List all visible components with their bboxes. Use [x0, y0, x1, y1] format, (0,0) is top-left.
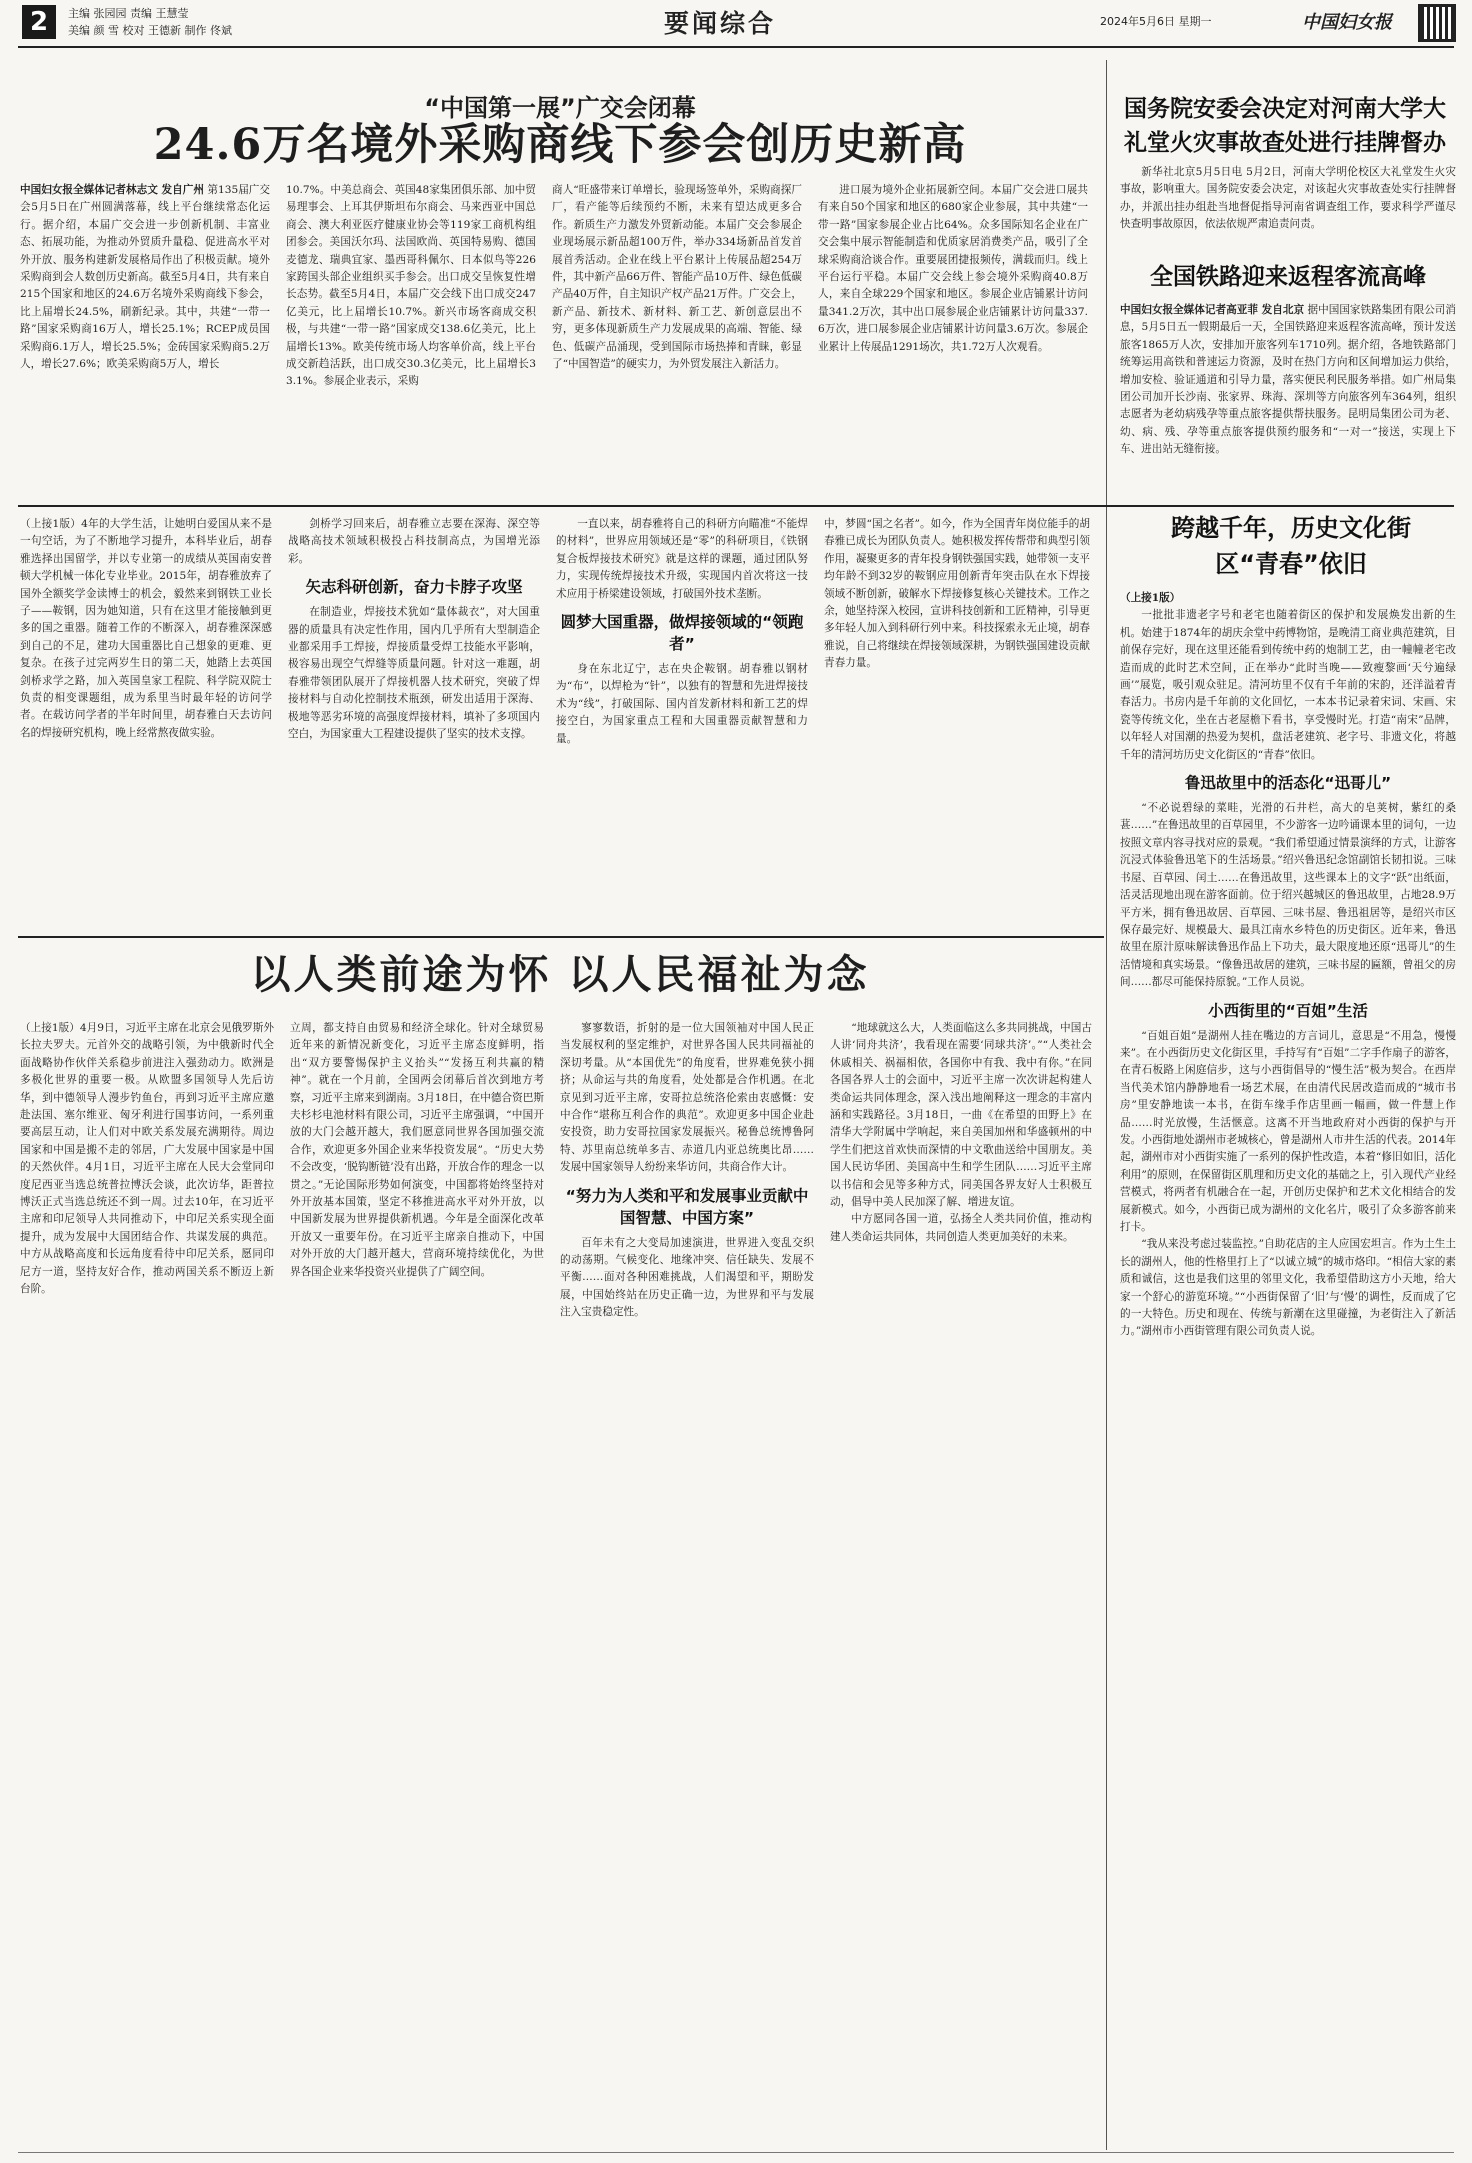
- story2-text-3: 一直以来，胡春雅将自己的科研方向瞄准“不能焊的材料”，世界应用领域还是“零”的科研项目，《铁钢复合板焊接技术研究》就是这样的课题，通过团队努力，实现传统焊接技术升级，实现国内首次将这一技术应用于桥梁建设领域，打破国外技术垄断。: [556, 518, 808, 600]
- story2-subhead-2: 圆梦大国重器，做焊接领域的“领跑者”: [560, 613, 804, 654]
- feature-lead: （上接1版）: [1120, 592, 1181, 604]
- story2-column-1: [20, 516, 272, 928]
- story2-column-2: [288, 516, 540, 928]
- xi-text-2: 立周，都支持自由贸易和经济全球化。针对全球贸易近年来的新情况新变化，习近平主席态度鲜明，指出“双方要警惕保护主义抬头”“发扬互利共赢的精神”。就在一个月前，全国两会闭幕后首次到地方考察，习近平主席来到湖南。3月18日，在中德合资巴斯夫杉杉电池材料有限公司，习近平主席强调，“中国开放的大门会越开越大，我们愿意同世界各国加强交流合作，欢迎更多外国企业来华投资发展”。“历史大势不会改变，‘脱钩断链’没有出路，开放合作的理念一以贯之。”无论国际形势如何演变，中国都将始终坚持对外开放基本国策，坚定不移推进高水平对外开放，以中国新发展为世界提供新机遇。今年是全面深化改革开放又一重要年份。在习近平主席亲自推动下，中国对外开放的大门越开越大，营商环境持续优化，为世界各国企业来华投资兴业提供了广阔空间。: [290, 1022, 544, 1278]
- staff-line-2: 美编 颜 雪 校对 王德新 制作 佟斌: [68, 24, 232, 37]
- lead-text-2: 10.7%。中美总商会、英国48家集团俱乐部、加中贸易理事会、上耳其伊斯坦布尔商会、马来西亚中国总商会、澳大利亚医疗健康业协会等119家工商机构组团参会。美国沃尔玛、法国欧尚、英国特易购、德国麦德龙、瑞典宜家、墨西哥科佩尔、日本似鸟等226家跨国头部企业组织买手参会。出口成交呈恢复性增长态势。截至5月4日，本届广交会线下出口成交247亿美元，比上届增长10.7%。新兴市场客商成交积极，与共建“一带一路”国家成交138.6亿美元，比上届增长13%。欧美传统市场人均客单价高，线上平台成交新趋活跃，出口成交30.3亿美元，比上届增长33.1%。参展企业表示，采购: [286, 184, 536, 388]
- story2-text-2b: 在制造业，焊接技术犹如“量体裁衣”，对大国重器的质量具有决定性作用，国内几乎所有大型制造企业都采用手工焊接，焊接质量受焊工技能水平影响，极容易出现空气焊缝等质量问题。针对这一难题，胡春雅带领团队展开了焊接机器人技术研究，突破了焊接材料与自动化控制技术瓶颈，研发出适用于深海、极地等恶劣环境的高强度焊接材料，填补了多项国内空白，为国家重大工程建设提供了坚实的技术支撑。: [288, 606, 540, 741]
- story2-text-3b: 身在东北辽宁，志在央企鞍钢。胡春雅以钢材为“布”，以焊枪为“针”，以独有的智慧和先进焊接技术为“线”，打破国际、国内首发新材料和新工艺的焊接空白，为国家重点工程和大国重器贡献智慧和力量。: [556, 663, 808, 745]
- lead-byline: 中国妇女报全媒体记者林志文 发自广州: [20, 184, 204, 196]
- lead-column-1: [20, 182, 270, 500]
- issue-date: 2024年5月6日 星期一: [1100, 15, 1212, 28]
- xi-text-4: “地球就这么大，人类面临这么多共同挑战，中国古人讲‘同舟共济’，我看现在需要‘同球共济’。”“人类社会休戚相关、祸福相依，各国你中有我、我中有你。”在同各国各界人士的会面中，习近平主席一次次讲起构建人类命运共同体理念，深入浅出地阐释这一理念的丰富内涵和实践路径。3月18日，一曲《在希望的田野上》在清华大学附属中学响起，来自美国加州和华盛顿州的中学生们把这首欢快而深情的中文歌曲送给中国朋友。美国人民访华团、美国高中生和学生团队……习近平主席以书信和会见等多种方式，同美国各界友好人士积极互动，倡导中美人民加深了解、增进友谊。: [830, 1022, 1092, 1209]
- lead-text-3: 商人“旺盛带来订单增长，验现场签单外，采购商探厂厂，看产能等后续预约不断，未来有望达成更多合作。新质生产力激发外贸新动能。本届广交会参展企业现场展示新品超100万件，举办334场新品首发首展首秀活动。企业在线上平台累计上传展品超254万件，其中新产品66万件、智能产品10万件、绿色低碳产品40万件，自主知识产权产品21万件。广交会上，新产品、新技术、新材料、新工艺、新创意层出不穷，更多体现新质生产力发展成果的高端、智能、绿色、低碳产品涌现，受到国际市场热捧和青睐，彰显了“中国智造”的硬实力，为外贸发展注入新活力。: [552, 184, 802, 371]
- lead-text-4: 进口展为境外企业拓展新空间。本届广交会进口展共有来自50个国家和地区的680家企业参展，其中共建“一带一路”国家参展企业占比64%。众多国际知名企业在广交会集中展示智能制造和优质家居消费类产品，吸引了全球采购商洽谈合作。重要展团捷报频传，满载而归。线上平台运行平稳。本届广交会线上参会境外采购商40.8万人，来自全球229个国家和地区。参展企业店铺累计访问量341.2万次，其中出口展参展企业店铺累计访问量337.6万次，进口展参展企业店铺累计访问量3.6万次。参展企业累计上传展品1291场次，共1.72万人次观看。: [818, 184, 1088, 353]
- xi-column-3: [560, 1020, 814, 2150]
- section-rule-1: [18, 505, 1454, 507]
- staff-line-1: 主编 张园园 责编 王慧莹: [68, 7, 189, 20]
- xi-column-2: [290, 1020, 544, 2150]
- xi-column-1: [20, 1020, 274, 2150]
- xi-text-3: 寥寥数语，折射的是一位大国领袖对中国人民正当发展权利的坚定维护，对世界各国人民共同福祉的深切考量。从“本国优先”的角度看，世界难免狭小拥挤；从命运与共的角度看，处处都是合作机遇。在北京见到习近平主席，安哥拉总统洛伦索由衷感慨：安中合作“堪称互利合作的典范”。欢迎更多中国企业赴安投资，助力安哥拉国家发展振兴。秘鲁总统博鲁阿特、苏里南总统单多吉、赤道几内亚总统奥比昂……发展中国家领导人纷纷来华访问，共商合作大计。: [560, 1022, 814, 1174]
- lead-text-1: 第135届广交会5月5日在广州圆满落幕，线上平台继续常态化运行。据介绍，本届广交会进一步创新机制、丰富业态、拓展功能，为推动外贸质升量稳、促进高水平对外开放、服务构建新发展格局作出了积极贡献。境外采购商到会人数创历史新高。截至5月4日，共有来自215个国家和地区的24.6万名境外采购商线下参会，比上届增长24.5%，刷新纪录。其中，共建“一带一路”国家采购商16万人，增长25.1%；RCEP成员国采购商6.1万人，增长25.5%；金砖国家采购商5.2万人，增长27.6%；欧美采购商5万人，增长: [20, 184, 270, 371]
- masthead-logo: 中国妇女报: [1302, 12, 1392, 33]
- section-title: 要闻综合: [663, 9, 776, 38]
- story2-text-1: （上接1版）4年的大学生活，让她明白爱国从来不是一句空话，为了不断地学习提升，本科毕业后，胡春雅选择出国留学，并以专业第一的成绩从英国南安普顿大学机械一体化专业毕业。2015年，胡春雅放弃了国外全额奖学金读博士的机会，毅然来到钢铁工业长子——鞍钢，因为她知道，只有在这里才能接触到更多的国之重器。随着工作的不断深入，胡春雅深深感到自己的不足，建功大国重器比自己想象的更难、更复杂。在孩子过完两岁生日的第二天，她踏上去英国剑桥求学之路，加入英国皇家工程院、科学院双院士负责的相变课题组，成为系里当时最年轻的访问学者。在载访问学者的半年时间里，胡春雅白天去访问名的焊接研究机构，晚上经常熬夜做实验。: [20, 518, 272, 739]
- story2-text-2: 剑桥学习回来后，胡春雅立志要在深海、深空等战略高技术领域积极投占科技制高点，为国增光添彩。: [288, 518, 540, 565]
- feature-subhead-1: 鲁迅故里中的活态化“迅哥儿”: [1184, 774, 1392, 793]
- feature-body: [1120, 590, 1456, 2150]
- right-brief-2-text: 据中国国家铁路集团有限公司消息，5月5日五一假期最后一天，全国铁路迎来返程客流高峰，预计发送旅客1865万人次，安排加开旅客列车1710列。据介绍，各地铁路部门统筹运用高铁和普速运力资源，及时在热门方向和区间增加运力供给，增加安检、验证通道和引导力量，落实便民利民服务举措。如广州局集团公司加开长沙南、张家界、珠海、深圳等方向旅客列车364列，组织志愿者为老幼病残孕等重点旅客提供帮扶服务。昆明局集团公司为老、幼、病、残、孕等重点旅客提供预约服务和“一对一”接送，实现上下车、进出站无缝衔接。: [1120, 304, 1456, 456]
- feature-text-4: “我从来没考虑过装监控。”自助花店的主人应国宏坦言。作为土生土长的湖州人，他的性格里打上了“以诚立城”的城市烙印。“相信大家的素质和诚信，这也是我们这里的邻里文化，我希望借助这方小天地，给大家一个舒心的游览环境。”“小西街保留了‘旧’与‘慢’的调性，反而成了它的一大特色。历史和现在、传统与新潮在这里碰撞，为老街注入了新活力。”湖州市小西街管理有限公司负责人说。: [1120, 1238, 1456, 1338]
- page-header: [0, 0, 1472, 46]
- xi-headline: 以人类前途为怀 以人民福祉为念: [250, 952, 870, 998]
- right-brief-1-body: [1120, 164, 1456, 262]
- story2-column-3: [556, 516, 808, 928]
- header-rule: [18, 46, 1454, 48]
- qr-code-icon: [1418, 4, 1456, 42]
- lead-column-3: [552, 182, 802, 500]
- right-brief-2-byline: 中国妇女报全媒体记者高亚菲 发自北京: [1120, 304, 1305, 316]
- right-column-divider: [1106, 60, 1107, 2150]
- right-brief-1-title: 国务院安委会决定对河南大学大礼堂火灾事故查处进行挂牌督办: [1124, 96, 1446, 156]
- feature-text-1: 一批批非遗老字号和老宅也随着街区的保护和发展焕发出新的生机。始建于1874年的胡庆余堂中药博物馆，是晚清工商业典范建筑，目前保存完好，现在这里还能看到传统中药的炮制工艺，由一幢幢老宅改造而成的此时艺术空间，正在举办“此时当晚——致瘦黎画‘天兮遍绿画’”展览，吸引观众驻足。清河坊里不仅有千年前的宋韵，还洋溢着青春活力。书房内是千年前的文化回忆，一本本书记录着宋词、宋画、宋瓷等传统文化，坐在古老屋檐下看书，享受慢时光。打造“南宋”品牌，以年轻人对国潮的热爱为契机，盘活老建筑、老字号、非遗文化，将越千年的清河坊历史文化街区的“青春”依旧。: [1120, 609, 1456, 761]
- page-number: 2: [22, 5, 56, 39]
- lead-headline: 24.6万名境外采购商线下参会创历史新高: [153, 120, 967, 170]
- story2-column-4: [824, 516, 1090, 928]
- right-brief-1-text: 新华社北京5月5日电 5月2日，河南大学明伦校区大礼堂发生火灾事故，影响重大。国务院安委会决定，对该起火灾事故查处实行挂牌督办，并派出挂办组赴当地督促指导河南省调查组工作，要求科学严谨尽快查明事故原因，依法依规严肃追责问责。: [1120, 166, 1456, 231]
- xi-text-3b: 百年未有之大变局加速演进，世界进入变乱交织的动荡期。气候变化、地缘冲突、信任缺失、发展不平衡……面对各种困难挑战，人们渴望和平，期盼发展，中国始终站在历史正确一边，为世界和平与发展注入宝贵稳定性。: [560, 1236, 814, 1319]
- lead-column-2: [286, 182, 536, 500]
- section-rule-2: [18, 936, 1104, 938]
- feature-text-2: “不必说碧绿的菜畦，光滑的石井栏，高大的皂荚树，紫红的桑葚……”在鲁迅故里的百草园里，不少游客一边吟诵课本里的词句，一边按照文章内容寻找对应的景观。“我们希望通过情景演绎的方式，让游客沉浸式体验鲁迅笔下的生活场景。”绍兴鲁迅纪念馆副馆长韧扣说。三味书屋、百草园、闰土……在鲁迅故里，这些课本上的文字“跃”出纸面，活灵活现地出现在游客面前。位于绍兴越城区的鲁迅故里，占地28.9万平方米，拥有鲁迅故居、百草园、三味书屋、鲁迅祖居等，是绍兴市区保存最完好、规模最大、最具江南水乡特色的历史街区。近年来，鲁迅故里在原汁原味解读鲁迅作品上下功夫，最大限度地还原“迅哥儿”的生活情境和真实场景。“像鲁迅故居的建筑，三味书屋的匾额，曾祖父的房间……都尽可能保持原貌。”工作人员说。: [1120, 802, 1456, 989]
- feature-title: 跨越千年，历史文化街区“青春”依旧: [1171, 514, 1411, 578]
- xi-text-4b: 中方愿同各国一道，弘扬全人类共同价值，推动构建人类命运共同体，共同创造人类更加美好的未来。: [830, 1213, 1092, 1243]
- right-brief-2-body: [1120, 302, 1456, 500]
- story2-text-4: 中，梦圆“国之名者”。如今，作为全国青年岗位能手的胡春雅已成长为团队负责人。她积极发挥传帮带和典型引领作用，凝聚更多的青年投身钢铁强国实践，她带领一支平均年龄不到32岁的鞍钢应用创新青年突击队在水下焊接领域不断创新，破解水下焊接修复核心关键技术。工作之余，她坚持深入校园，宣讲科技创新和工匠精神，引导更多年轻人加入到科研行列中来。科技探索永无止境，胡春雅说，自己将继续在焊接领域深耕，为钢铁强国建设贡献青春力量。: [824, 518, 1090, 670]
- xi-column-4: [830, 1020, 1092, 2150]
- story2-subhead-1: 矢志科研创新，奋力卡脖子攻坚: [305, 578, 523, 597]
- feature-subhead-2: 小西街里的“百姐”生活: [1208, 1001, 1368, 1020]
- xi-text-1: （上接1版）4月9日，习近平主席在北京会见俄罗斯外长拉夫罗夫。元首外交的战略引领，为中俄新时代全面战略协作伙伴关系稳步前进注入强劲动力。欧洲是多极化世界的重要一极。从欧盟多国领导人先后访华，到中德领导人漫步钓鱼台，再到习近平主席应邀赴法国、塞尔维亚、匈牙利进行国事访问，一系列重要高层互动，让人们对中欧关系发展充满期待。周边国家和中国是搬不走的邻居，广大发展中国家是中国的天然伙伴。4月1日，习近平主席在人民大会堂同印度尼西亚当选总统普拉博沃会谈，此次访华，距普拉博沃正式当选总统还不到一周。过去10年，在习近平主席和印尼领导人共同推动下，中印尼关系实现全面提升，成为发展中大国团结合作、共谋发展的典范。中方从战略高度和长远角度看待中印尼关系，愿同印尼方一道，坚持友好合作，推动两国关系不断迈上新台阶。: [20, 1022, 274, 1296]
- bottom-rule: [18, 2152, 1454, 2153]
- xi-subhead-1: “努力为人类和平和发展事业贡献中国智慧、中国方案”: [565, 1186, 809, 1227]
- right-brief-2-title: 全国铁路迎来返程客流高峰: [1150, 264, 1426, 290]
- lead-kicker: “中国第一展”广交会闭幕: [424, 94, 696, 122]
- lead-column-4: [818, 182, 1088, 500]
- feature-text-3: “百姐百姐”是湖州人挂在嘴边的方言词儿，意思是“不用急，慢慢来”。在小西街历史文化街区里，手持写有“百姐”二字手作扇子的游客，在青石板路上闲庭信步，这与小西街倡导的“慢生活”极为契合。在西岸当代美术馆内静静地看一场艺术展，在由清代民居改造而成的“城市书房”里安静地读一本书，在街车缘手作店里画一幅画，做一件慧上作品……时光放慢，生活惬意。这离不开当地政府对小西街的保护与开发。小西街地处湖州市老城核心，曾是湖州人市井生活的代表。2014年起，湖州市对小西街实施了一系列的保护性改造，本着“修旧如旧，活化利用”的原则，在保留街区肌理和历史文化的基础之上，引入现代产业经营模式，将两者有机融合在一起，开创历史保护和艺术文化相结合的发展新模式。如今，小西街已成为湖州的文化名片，吸引了众多游客前来打卡。: [1120, 1029, 1456, 1233]
